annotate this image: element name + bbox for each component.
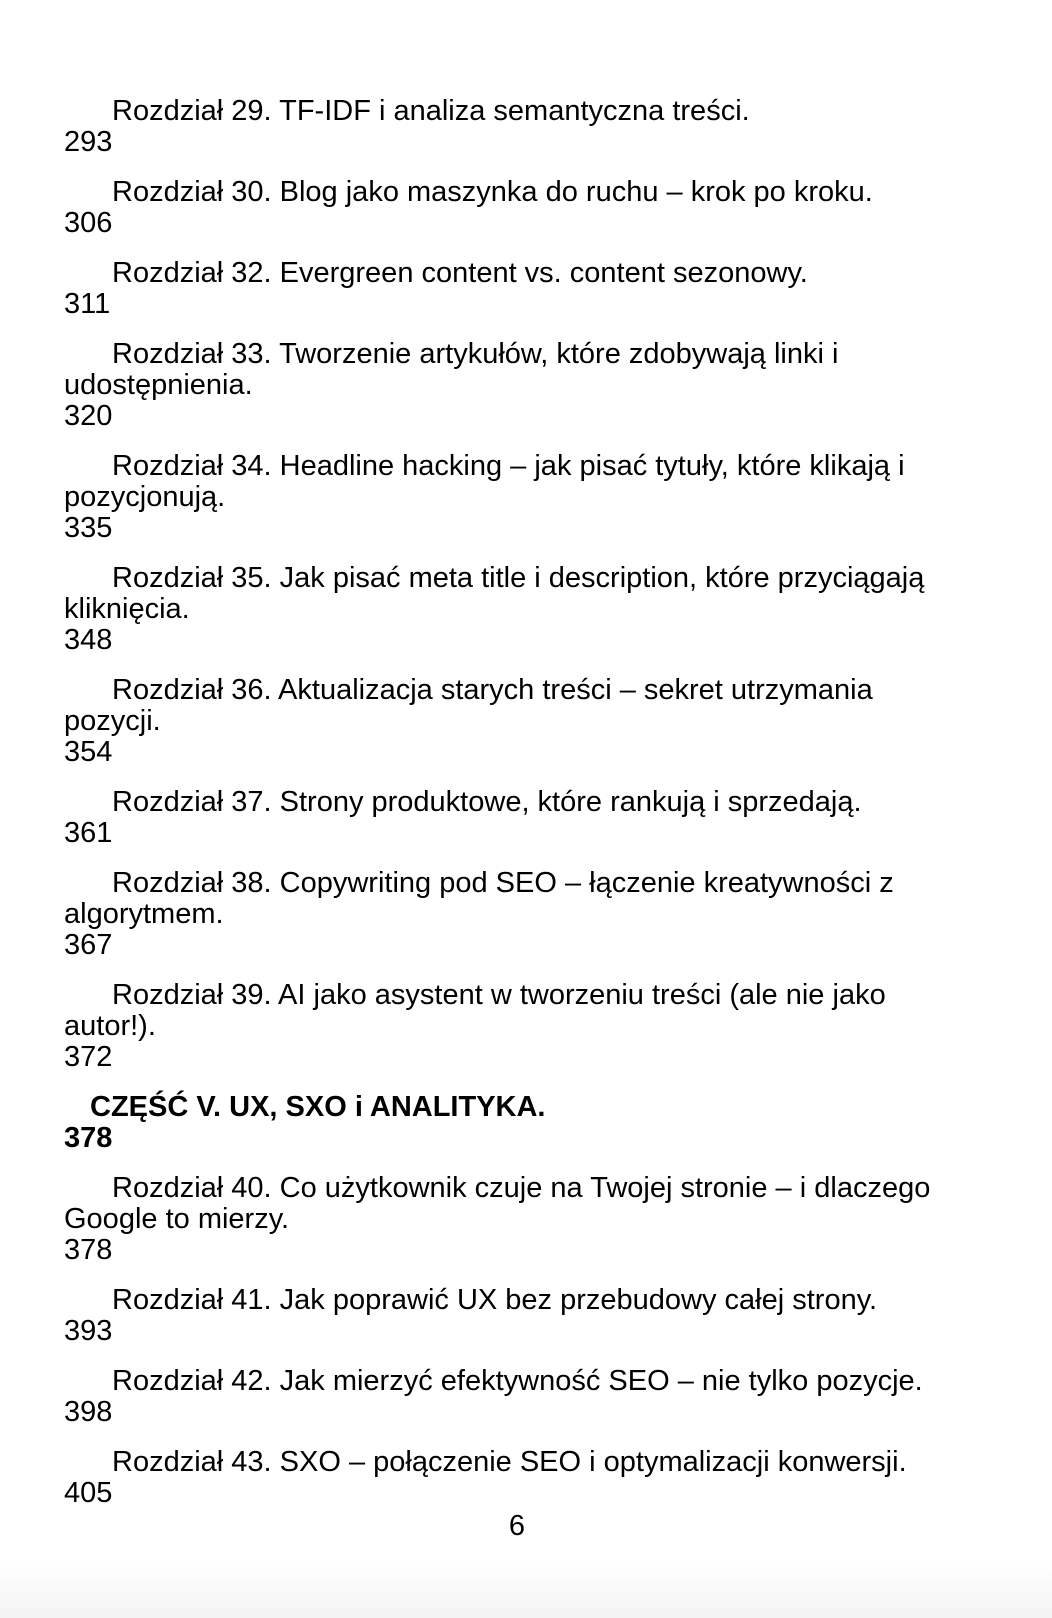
toc-entry-ch29 (64, 96, 954, 158)
toc-entry-ch41 (64, 1285, 954, 1347)
toc-entry-page: 348 (64, 624, 113, 656)
page-bottom-edge (0, 1560, 1052, 1618)
toc-entry-page: 372 (64, 1041, 113, 1073)
toc-part-title: CZĘŚĆ V. UX, SXO i ANALITYKA. (90, 1091, 546, 1123)
toc-entry-page: 361 (64, 817, 113, 849)
toc-entry-title: Rozdział 32. Evergreen content vs. content sezonowy. (112, 257, 808, 289)
toc-entry-ch42 (64, 1366, 954, 1428)
toc-entry-page: 320 (64, 400, 113, 432)
toc-entry-ch35 (64, 563, 954, 656)
toc-entry-title: Rozdział 37. Strony produktowe, które rankują i sprzedają. (112, 786, 862, 818)
toc-entry-title: Rozdział 34. Headline hacking – jak pisać tytuły, które klikają i pozycjonują. (64, 450, 905, 513)
toc-entry-ch36 (64, 675, 954, 768)
toc-entry-ch37 (64, 787, 954, 849)
toc-entry-page: 367 (64, 929, 113, 961)
toc-entry-title: Rozdział 42. Jak mierzyć efektywność SEO – nie tylko pozycje. (112, 1365, 923, 1397)
toc-entry-page: 405 (64, 1477, 113, 1509)
toc-entry-title: Rozdział 40. Co użytkownik czuje na Twojej stronie – i dlaczego Google to mierzy. (64, 1172, 931, 1235)
toc-entry-page: 306 (64, 207, 113, 239)
toc-entry-page: 393 (64, 1315, 113, 1347)
toc-entry-ch32 (64, 258, 954, 320)
toc-part-page: 378 (64, 1122, 113, 1154)
toc-entry-page: 354 (64, 736, 113, 768)
toc-entry-title: Rozdział 33. Tworzenie artykułów, które zdobywają linki i udostępnienia. (64, 338, 839, 401)
toc-entry-title: Rozdział 43. SXO – połączenie SEO i optymalizacji konwersji. (112, 1446, 907, 1478)
toc-entry-ch43 (64, 1447, 954, 1509)
toc-entry-page: 398 (64, 1396, 113, 1428)
toc-entry-ch34 (64, 451, 954, 544)
toc-entry-title: Rozdział 38. Copywriting pod SEO – łączenie kreatywności z algorytmem. (64, 867, 894, 930)
toc-entry-ch40 (64, 1173, 954, 1266)
toc-entry-page: 335 (64, 512, 113, 544)
toc-entry-ch38 (64, 868, 954, 961)
toc-entry-ch33 (64, 339, 954, 432)
toc-entry-ch39 (64, 980, 954, 1073)
toc-entry-title: Rozdział 29. TF-IDF i analiza semantyczna treści. (112, 95, 750, 127)
toc-entry-page: 293 (64, 126, 113, 158)
toc-entry-page: 378 (64, 1234, 113, 1266)
page-number: 6 (508, 1510, 526, 1542)
toc-entry-title: Rozdział 30. Blog jako maszynka do ruchu – krok po kroku. (112, 176, 873, 208)
toc-entry-title: Rozdział 39. AI jako asystent w tworzeniu treści (ale nie jako autor!). (64, 979, 886, 1042)
toc-entry-ch30 (64, 177, 954, 239)
toc-entry-title: Rozdział 35. Jak pisać meta title i description, które przyciągają kliknięcia. (64, 562, 925, 625)
toc-entry-title: Rozdział 36. Aktualizacja starych treści – sekret utrzymania pozycji. (64, 674, 873, 737)
toc-list (64, 96, 954, 1528)
toc-part-heading-v (64, 1092, 954, 1154)
toc-entry-title: Rozdział 41. Jak poprawić UX bez przebudowy całej strony. (112, 1284, 878, 1316)
toc-entry-page: 311 (64, 288, 111, 320)
